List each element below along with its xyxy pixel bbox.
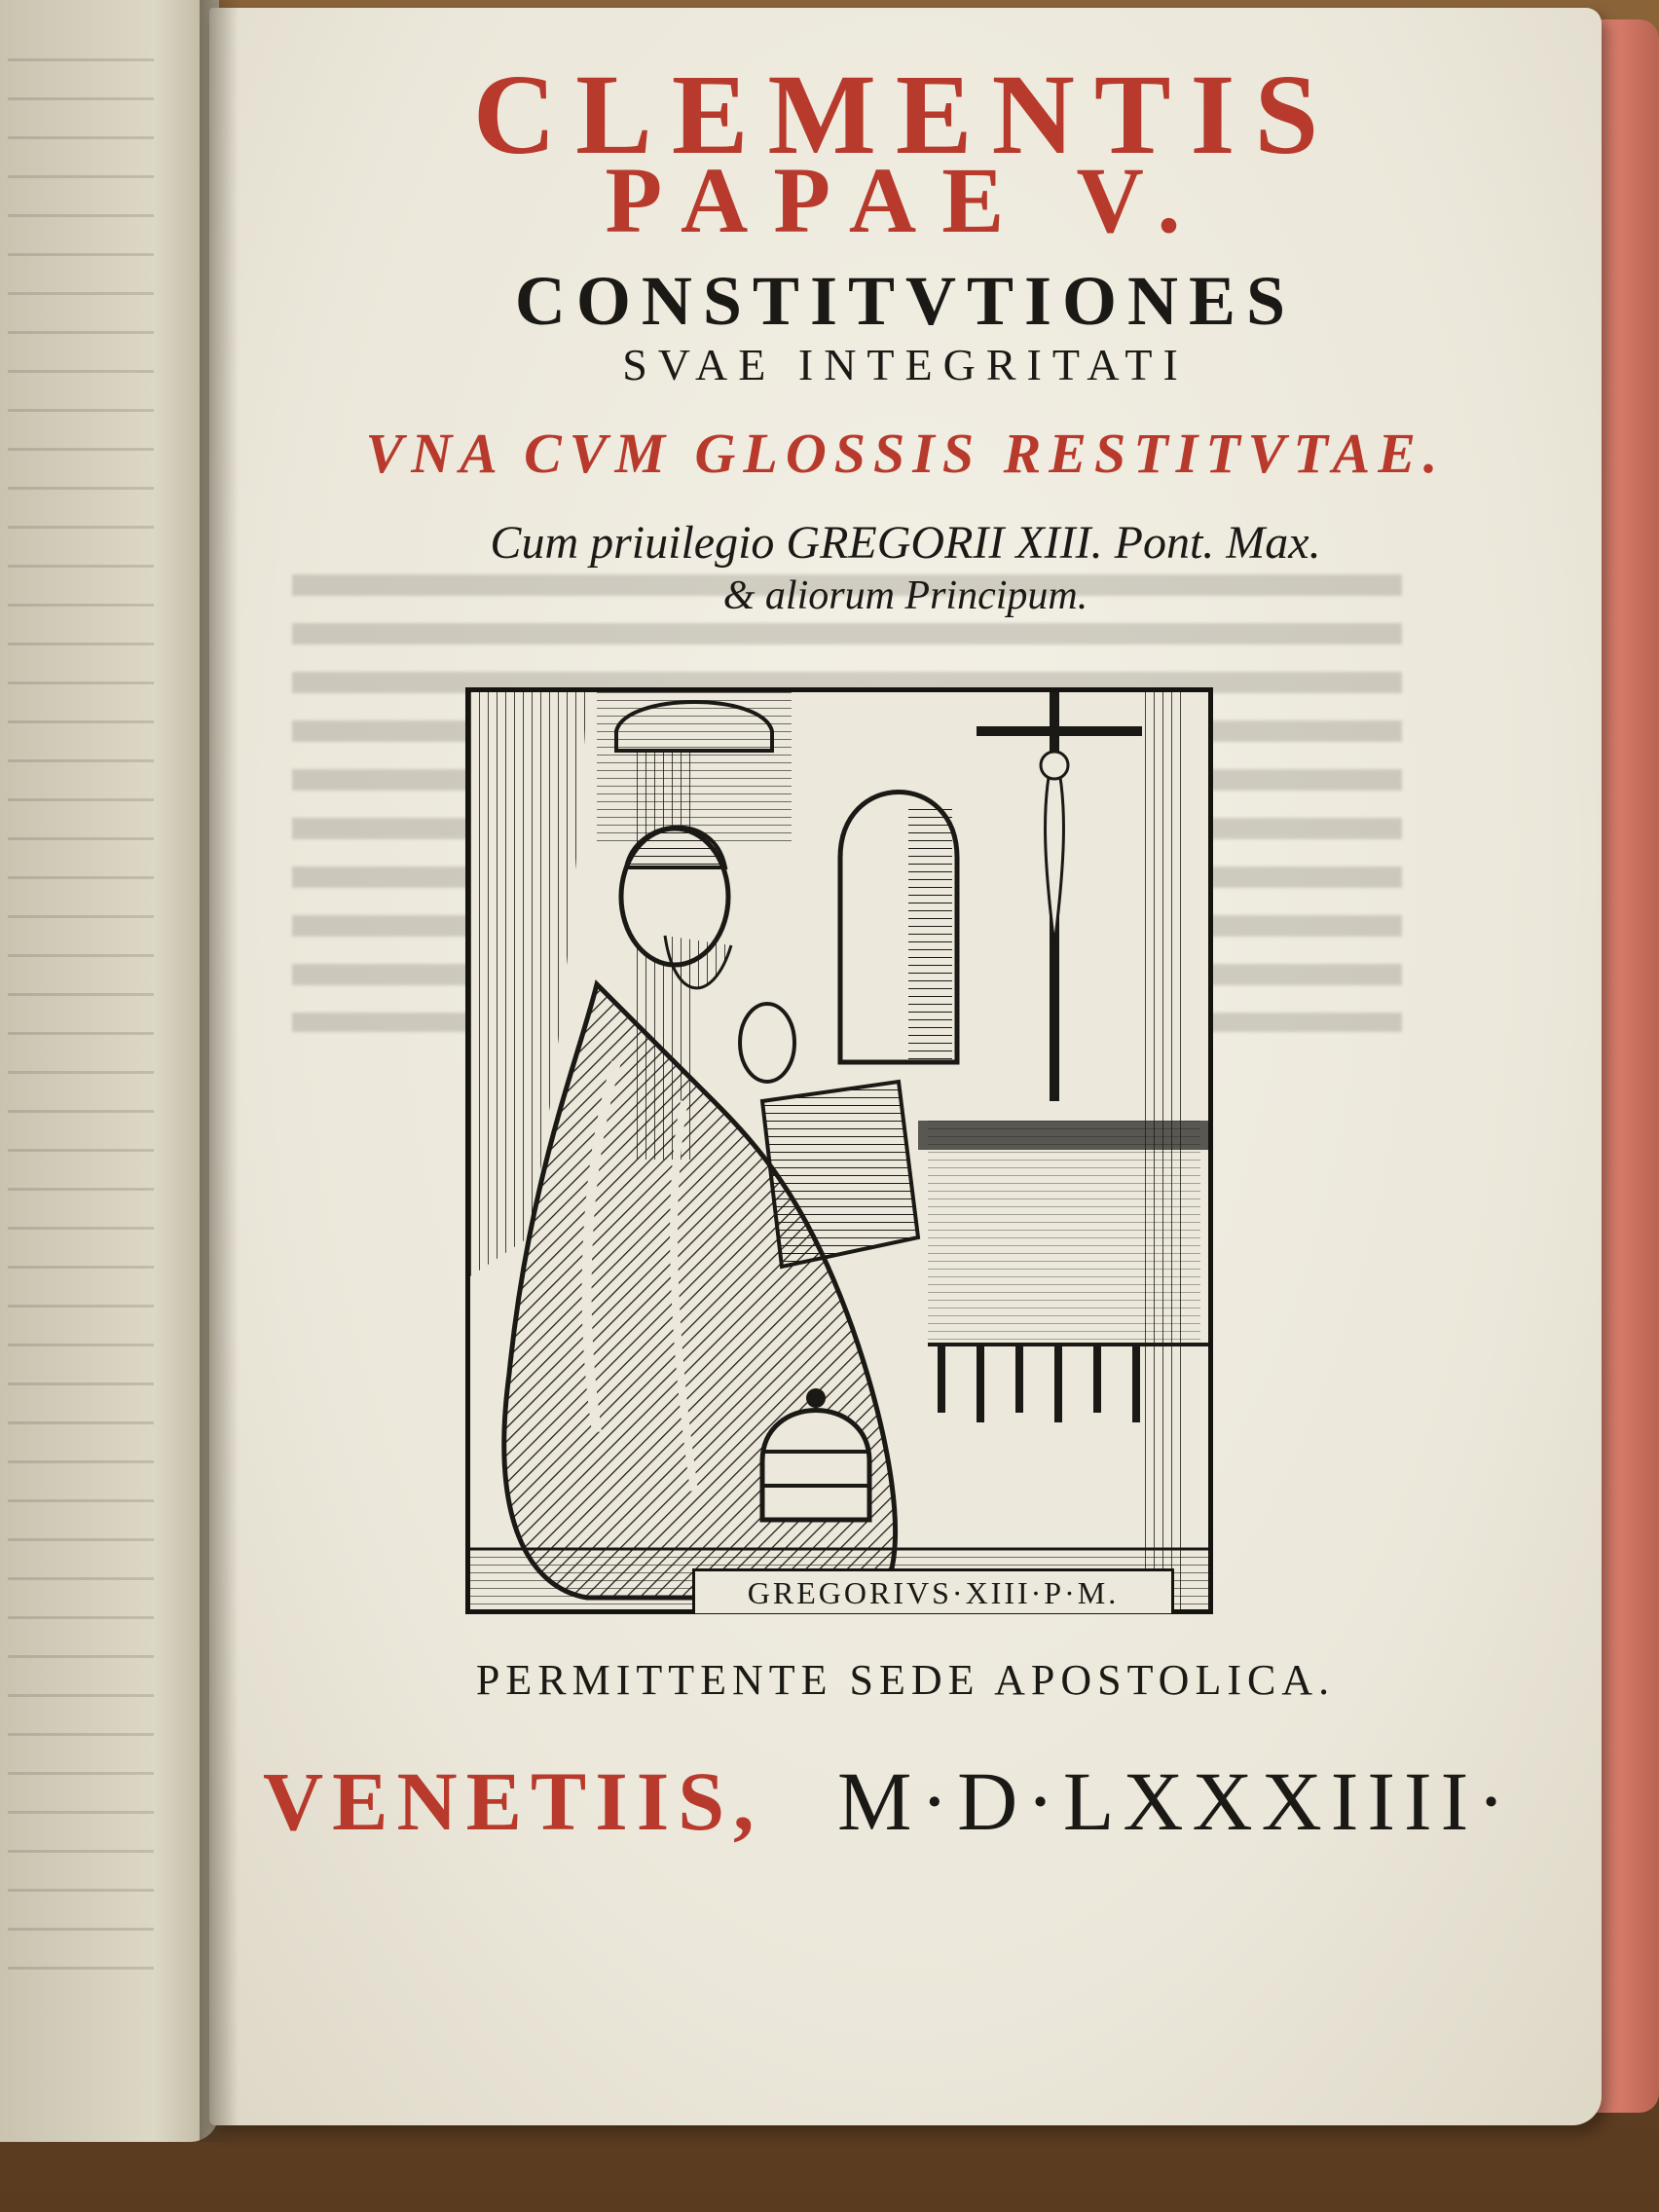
praying-hands	[740, 1004, 794, 1082]
title-line-clementis: CLEMENTIS	[472, 51, 1339, 178]
left-page-text-column	[8, 58, 154, 2006]
title-line-glossis: VNA CVM GLOSSIS RESTITVTAE.	[365, 422, 1446, 485]
imprint-year: M·D·LXXXIIII·	[837, 1754, 1514, 1848]
privilege-line-principum: & aliorum Principum.	[722, 573, 1088, 618]
privilege-line: Cum priuilegio GREGORII XIII. Pont. Max.	[490, 517, 1321, 569]
title-line-constitutiones: CONSTITVTIONES	[514, 262, 1297, 340]
permission-line: PERMITTENTE SEDE APOSTOLICA.	[475, 1656, 1336, 1704]
imprint	[209, 1752, 1602, 1860]
left-page	[0, 0, 219, 2142]
altar-fringe	[938, 1345, 1140, 1422]
altar	[928, 1121, 1200, 1345]
title-line-papae: PAPAE V.	[605, 148, 1206, 252]
woodcut-illustration	[465, 687, 1213, 1614]
woodcut-caption: GREGORIVS·XIII·P·M.	[747, 1575, 1120, 1610]
title-line-integritati: SVAE INTEGRITATI	[622, 340, 1189, 389]
papal-tiara	[762, 1411, 869, 1521]
imprint-place: VENETIIS,	[263, 1754, 763, 1848]
woodcut-drawing	[470, 692, 1208, 1609]
woodcut-caption-box	[692, 1568, 1174, 1613]
